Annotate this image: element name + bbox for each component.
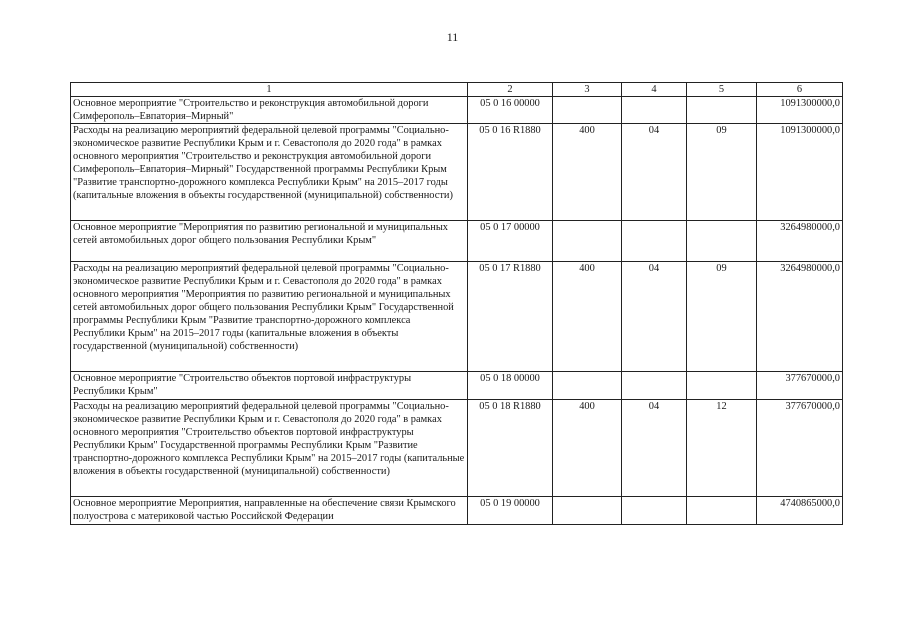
row-description: Основное мероприятие "Строительство и реконструкция автомобильной дороги Симферополь–Евпатория–Мирный" — [71, 97, 468, 124]
row-expense-type: 400 — [553, 262, 622, 372]
row-amount: 4740865000,0 — [757, 497, 843, 525]
row-expense-type — [553, 97, 622, 124]
table-row — [71, 400, 843, 497]
column-header: 5 — [687, 83, 757, 97]
row-amount: 3264980000,0 — [757, 262, 843, 372]
column-header: 4 — [622, 83, 687, 97]
row-subsection: 12 — [687, 400, 757, 497]
column-header: 6 — [757, 83, 843, 97]
row-subsection — [687, 221, 757, 262]
row-subsection: 09 — [687, 124, 757, 221]
row-amount: 3264980000,0 — [757, 221, 843, 262]
row-description: Расходы на реализацию мероприятий федеральной целевой программы "Социально-экономическое развитие Республики Крым и г. Севастополя до 2020 года" в рамках основного мероприятия "Строительство объектов портовой инфраструктуры Республики Крым" Государственной программы Республики Крым "Развитие транспортно-дорожного комплекса Республики Крым" на 2015–2017 годы (капитальные вложения в объекты государственной (муниципальной) собственности) — [71, 400, 468, 497]
row-section: 04 — [622, 262, 687, 372]
row-amount: 1091300000,0 — [757, 97, 843, 124]
row-section — [622, 221, 687, 262]
row-description: Основное мероприятие "Мероприятия по развитию региональной и муниципальных сетей автомобильных дорог общего пользования Республики Крым" — [71, 221, 468, 262]
table-row — [71, 124, 843, 221]
table-row — [71, 262, 843, 372]
row-subsection — [687, 97, 757, 124]
row-target-code: 05 0 18 R1880 — [468, 400, 553, 497]
row-section — [622, 497, 687, 525]
row-target-code: 05 0 18 00000 — [468, 372, 553, 400]
row-amount: 1091300000,0 — [757, 124, 843, 221]
row-subsection: 09 — [687, 262, 757, 372]
row-expense-type — [553, 497, 622, 525]
row-description: Основное мероприятие Мероприятия, направленные на обеспечение связи Крымского полуострова с материковой частью Российской Федерации — [71, 497, 468, 525]
row-expense-type: 400 — [553, 124, 622, 221]
table-header-row — [71, 83, 843, 97]
row-description: Расходы на реализацию мероприятий федеральной целевой программы "Социально-экономическое развитие Республики Крым и г. Севастополя до 2020 года" в рамках основного мероприятия "Строительство и реконструкция автомобильной дороги Симферополь–Евпатория–Мирный" Государственной программы Республики Крым "Развитие транспортно-дорожного комплекса Республики Крым" на 2015–2017 годы (капитальные вложения в объекты государственной (муниципальной) собственности) — [71, 124, 468, 221]
table-row — [71, 97, 843, 124]
column-header: 2 — [468, 83, 553, 97]
column-header: 1 — [71, 83, 468, 97]
row-description: Основное мероприятие "Строительство объектов портовой инфраструктуры Республики Крым" — [71, 372, 468, 400]
table-row — [71, 497, 843, 525]
row-amount: 377670000,0 — [757, 372, 843, 400]
row-target-code: 05 0 17 R1880 — [468, 262, 553, 372]
column-header: 3 — [553, 83, 622, 97]
page-number: 11 — [446, 30, 459, 44]
row-expense-type — [553, 372, 622, 400]
row-target-code: 05 0 17 00000 — [468, 221, 553, 262]
row-section — [622, 372, 687, 400]
table-row — [71, 372, 843, 400]
table-row — [71, 221, 843, 262]
row-target-code: 05 0 16 R1880 — [468, 124, 553, 221]
row-amount: 377670000,0 — [757, 400, 843, 497]
row-target-code: 05 0 16 00000 — [468, 97, 553, 124]
row-expense-type — [553, 221, 622, 262]
row-section: 04 — [622, 124, 687, 221]
row-subsection — [687, 497, 757, 525]
row-section — [622, 97, 687, 124]
row-description: Расходы на реализацию мероприятий федеральной целевой программы "Социально-экономическое развитие Республики Крым и г. Севастополя до 2020 года" в рамках основного мероприятия "Мероприятия по развитию региональной и муниципальных сетей автомобильных дорог общего пользования Республики Крым" Государственной программы Республики Крым "Развитие транспортно-дорожного комплекса Республики Крым" на 2015–2017 годы (капитальные вложения в объекты государственной (муниципальной) собственности) — [71, 262, 468, 372]
row-subsection — [687, 372, 757, 400]
budget-table — [70, 82, 843, 525]
row-expense-type: 400 — [553, 400, 622, 497]
row-target-code: 05 0 19 00000 — [468, 497, 553, 525]
row-section: 04 — [622, 400, 687, 497]
